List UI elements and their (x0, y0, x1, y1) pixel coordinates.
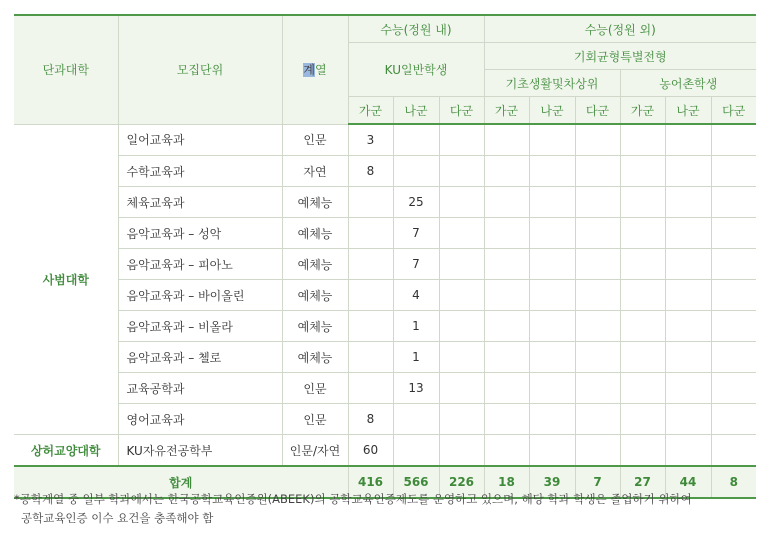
footnote (14, 490, 759, 528)
footnote-line-1: *공학계열 중 일부 학과에서는 한국공학교육인증원(ABEEK)의 공학교육인증제도를 운영하고 있으며, 해당 학과 학생은 졸업하기 위하여 (14, 492, 692, 506)
quota-cell (575, 373, 620, 404)
quota-cell (439, 404, 484, 435)
table-row (14, 404, 756, 435)
track-cell: 인문 (282, 124, 348, 156)
unit-cell: 수학교육과 (118, 156, 282, 187)
quota-cell: 1 (393, 311, 439, 342)
quota-cell (393, 156, 439, 187)
quota-cell (393, 124, 439, 156)
track-cell: 예체능 (282, 187, 348, 218)
table-row (14, 373, 756, 404)
quota-cell (665, 187, 711, 218)
quota-cell (665, 373, 711, 404)
quota-cell (620, 124, 665, 156)
quota-cell (348, 187, 393, 218)
header-group-4: 나군 (529, 97, 575, 125)
quota-cell (711, 187, 756, 218)
quota-cell (620, 342, 665, 373)
header-suneung-in: 수능(정원 내) (348, 15, 484, 43)
quota-cell (711, 280, 756, 311)
quota-cell: 4 (393, 280, 439, 311)
header-unit: 모집단위 (118, 15, 282, 124)
quota-cell (665, 156, 711, 187)
header-track (282, 15, 348, 124)
quota-cell (665, 342, 711, 373)
table-row (14, 342, 756, 373)
header-rural: 농어촌학생 (620, 70, 756, 97)
quota-cell (484, 280, 529, 311)
quota-cell: 7 (393, 249, 439, 280)
quota-cell (575, 435, 620, 467)
quota-cell (711, 218, 756, 249)
quota-cell (575, 156, 620, 187)
header-group-0: 가군 (348, 97, 393, 125)
total-cell: 18 (484, 466, 529, 498)
unit-cell: 음악교육과 – 바이올린 (118, 280, 282, 311)
unit-cell: 음악교육과 – 비올라 (118, 311, 282, 342)
quota-cell (711, 156, 756, 187)
table-row (14, 124, 756, 156)
quota-cell (575, 311, 620, 342)
quota-cell (439, 280, 484, 311)
quota-cell (620, 187, 665, 218)
quota-cell: 8 (348, 404, 393, 435)
quota-cell (393, 435, 439, 467)
header-suneung-out: 수능(정원 외) (484, 15, 756, 43)
header-balanced: 기회균형특별전형 (484, 43, 756, 70)
unit-cell: 음악교육과 – 첼로 (118, 342, 282, 373)
quota-cell (484, 373, 529, 404)
quota-cell (529, 435, 575, 467)
quota-cell (439, 435, 484, 467)
quota-cell (348, 373, 393, 404)
table-row (14, 280, 756, 311)
quota-cell (575, 187, 620, 218)
quota-cell (348, 218, 393, 249)
total-cell: 7 (575, 466, 620, 498)
total-cell: 226 (439, 466, 484, 498)
quota-cell (484, 156, 529, 187)
quota-cell (348, 311, 393, 342)
table-row (14, 435, 756, 467)
quota-cell: 7 (393, 218, 439, 249)
total-cell: 416 (348, 466, 393, 498)
quota-cell (620, 218, 665, 249)
track-cell: 인문 (282, 373, 348, 404)
header-group-6: 가군 (620, 97, 665, 125)
quota-cell (529, 187, 575, 218)
header-group-5: 다군 (575, 97, 620, 125)
header-group-7: 나군 (665, 97, 711, 125)
quota-cell (439, 249, 484, 280)
quota-cell (575, 218, 620, 249)
quota-cell (393, 404, 439, 435)
track-cell: 예체능 (282, 280, 348, 311)
header-basic-living: 기초생활및차상위 (484, 70, 620, 97)
quota-cell (620, 249, 665, 280)
quota-cell (665, 218, 711, 249)
track-cell: 자연 (282, 156, 348, 187)
quota-cell (529, 218, 575, 249)
quota-cell: 60 (348, 435, 393, 467)
quota-cell (665, 435, 711, 467)
quota-cell (529, 249, 575, 280)
quota-cell (665, 124, 711, 156)
quota-cell (665, 404, 711, 435)
quota-cell (665, 280, 711, 311)
quota-cell (348, 342, 393, 373)
quota-cell (620, 373, 665, 404)
total-cell: 566 (393, 466, 439, 498)
unit-cell: 교육공학과 (118, 373, 282, 404)
quota-cell (439, 311, 484, 342)
quota-cell (620, 404, 665, 435)
quota-cell (439, 373, 484, 404)
header-group-2: 다군 (439, 97, 484, 125)
quota-cell (711, 124, 756, 156)
quota-cell (711, 311, 756, 342)
track-cell: 예체능 (282, 342, 348, 373)
quota-cell (529, 342, 575, 373)
total-label: 합계 (14, 466, 348, 498)
quota-cell (711, 373, 756, 404)
quota-cell (529, 280, 575, 311)
quota-cell (529, 311, 575, 342)
total-cell: 39 (529, 466, 575, 498)
quota-cell: 1 (393, 342, 439, 373)
quota-cell (484, 124, 529, 156)
quota-cell (575, 342, 620, 373)
quota-cell (439, 342, 484, 373)
quota-cell (575, 280, 620, 311)
table-row (14, 156, 756, 187)
quota-cell: 8 (348, 156, 393, 187)
quota-cell (439, 156, 484, 187)
unit-cell: 일어교육과 (118, 124, 282, 156)
college-cell: 사범대학 (14, 124, 118, 435)
quota-cell (529, 156, 575, 187)
unit-cell: 영어교육과 (118, 404, 282, 435)
quota-cell (620, 280, 665, 311)
quota-cell (575, 404, 620, 435)
quota-cell (575, 249, 620, 280)
quota-cell: 13 (393, 373, 439, 404)
quota-cell (484, 435, 529, 467)
track-cell: 인문 (282, 404, 348, 435)
quota-cell (620, 435, 665, 467)
header-group-1: 나군 (393, 97, 439, 125)
quota-cell (484, 404, 529, 435)
unit-cell: 체육교육과 (118, 187, 282, 218)
header-ku-general: KU일반학생 (348, 43, 484, 97)
quota-cell (348, 280, 393, 311)
table-row (14, 249, 756, 280)
quota-cell (711, 249, 756, 280)
college-cell: 상허교양대학 (14, 435, 118, 467)
quota-cell: 3 (348, 124, 393, 156)
table-row (14, 311, 756, 342)
unit-cell: KU자유전공학부 (118, 435, 282, 467)
footnote-line-2: 공학교육인증 이수 요건을 충족해야 함 (21, 511, 214, 525)
track-cell: 예체능 (282, 249, 348, 280)
header-college: 단과대학 (14, 15, 118, 124)
table-row (14, 218, 756, 249)
table-row (14, 187, 756, 218)
unit-cell: 음악교육과 – 성악 (118, 218, 282, 249)
quota-cell (711, 435, 756, 467)
total-cell: 44 (665, 466, 711, 498)
header-group-8: 다군 (711, 97, 756, 125)
quota-cell: 25 (393, 187, 439, 218)
quota-cell (665, 249, 711, 280)
header-group-3: 가군 (484, 97, 529, 125)
unit-cell: 음악교육과 – 피아노 (118, 249, 282, 280)
quota-cell (529, 404, 575, 435)
quota-cell (620, 156, 665, 187)
quota-cell (439, 187, 484, 218)
quota-cell (439, 218, 484, 249)
total-cell: 8 (711, 466, 756, 498)
quota-cell (484, 187, 529, 218)
quota-cell (484, 218, 529, 249)
quota-cell (711, 342, 756, 373)
quota-cell (348, 249, 393, 280)
quota-cell (484, 311, 529, 342)
quota-cell (711, 404, 756, 435)
quota-cell (529, 373, 575, 404)
quota-cell (575, 124, 620, 156)
quota-cell (665, 311, 711, 342)
track-cell: 인문/자연 (282, 435, 348, 467)
quota-cell (439, 124, 484, 156)
header-track-suffix: 열 (315, 63, 327, 78)
total-cell: 27 (620, 466, 665, 498)
header-track-highlight: 계 (303, 63, 315, 78)
quota-cell (484, 249, 529, 280)
admission-table (14, 14, 756, 499)
quota-cell (529, 124, 575, 156)
admission-table-wrapper (14, 14, 756, 499)
track-cell: 예체능 (282, 311, 348, 342)
track-cell: 예체능 (282, 218, 348, 249)
quota-cell (620, 311, 665, 342)
quota-cell (484, 342, 529, 373)
